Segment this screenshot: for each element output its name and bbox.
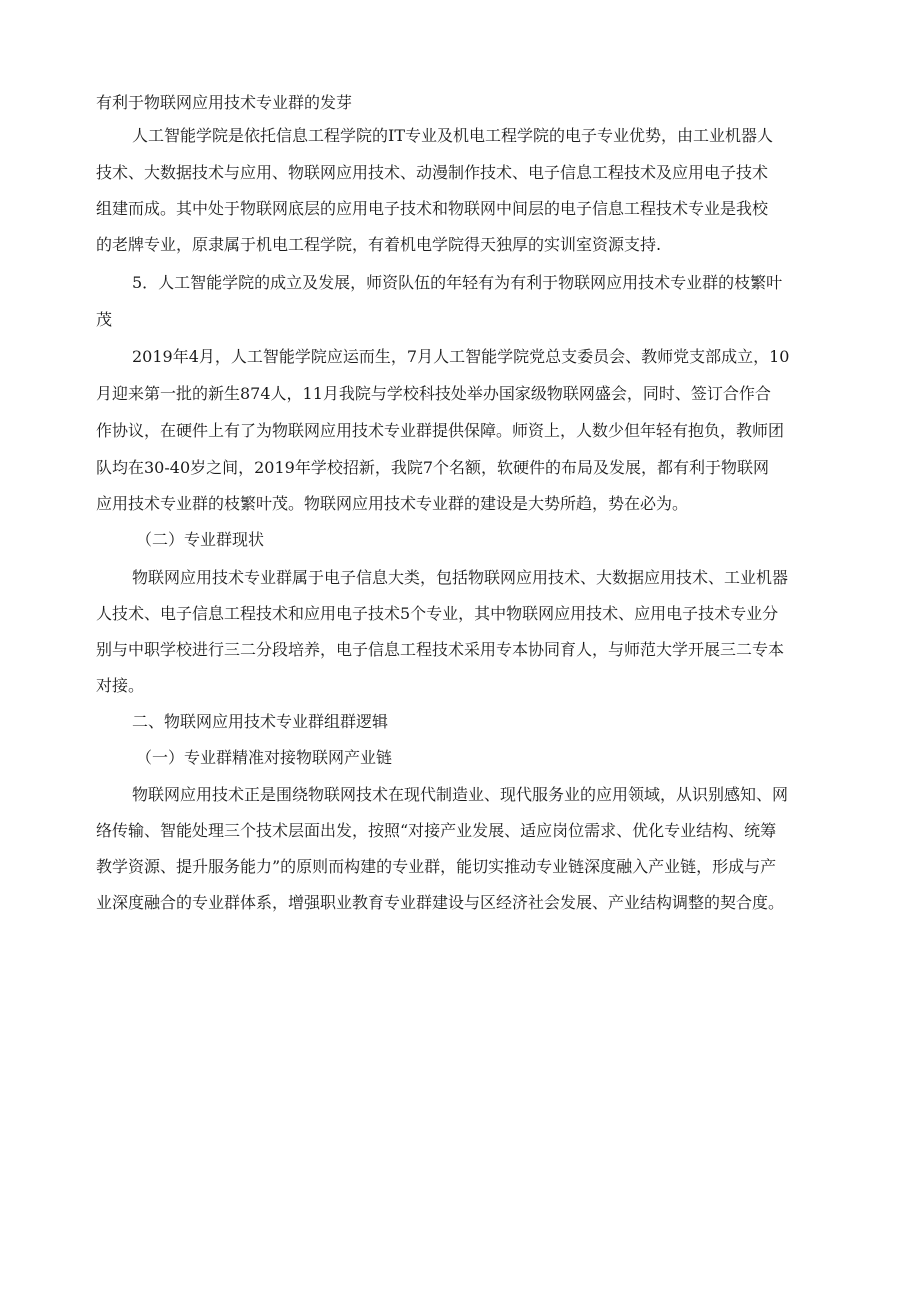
paragraph-line: 教学资源、提升服务能力”的原则而构建的专业群，能切实推动专业链深度融入产业链，形成与产 [96, 857, 777, 876]
paragraph-line: 人工智能学院是依托信息工程学院的IT专业及机电工程学院的电子专业优势，由工业机器人 [132, 126, 773, 145]
paragraph-line: 作协议，在硬件上有了为物联网应用技术专业群提供保障。师资上，人数少但年轻有抱负，教师团 [96, 421, 785, 440]
text-line-continuation: 有利于物联网应用技术专业群的发芽 [96, 93, 353, 112]
paragraph-line: 物联网应用技术正是围绕物联网技术在现代制造业、现代服务业的应用领域，从识别感知、网 [132, 785, 789, 804]
numbered-heading: 5．人工智能学院的成立及发展，师资队伍的年轻有为有利于物联网应用技术专业群的枝繁叶 [132, 273, 783, 292]
paragraph-line: 技术、大数据技术与应用、物联网应用技术、动漫制作技术、电子信息工程技术及应用电子技术 [96, 163, 769, 182]
paragraph-line: 组建而成。其中处于物联网底层的应用电子技术和物联网中间层的电子信息工程技术专业是我校 [96, 199, 769, 218]
paragraph-line: 物联网应用技术专业群属于电子信息大类，包括物联网应用技术、大数据应用技术、工业机器 [132, 568, 789, 587]
paragraph-line: 业深度融合的专业群体系，增强职业教育专业群建设与区经济社会发展、产业结构调整的契合度。 [96, 893, 785, 912]
paragraph-line: 队均在30-40岁之间，2019年学校招新，我院7个名额，软硬件的布局及发展，都有利于物联网 [96, 458, 770, 477]
paragraph-line: 的老牌专业，原隶属于机电工程学院，有着机电学院得天独厚的实训室资源支持. [96, 235, 662, 254]
paragraph-line: 对接。 [96, 676, 145, 695]
paragraph-line: 人技术、电子信息工程技术和应用电子技术5个专业，其中物联网应用技术、应用电子技术专业分 [96, 604, 779, 623]
paragraph-line: 月迎来第一批的新生874人，11月我院与学校科技处举办国家级物联网盛会，同时、签订合作合 [96, 384, 771, 403]
paragraph-line: 别与中职学校进行三二分段培养，电子信息工程技术采用专本协同育人，与师范大学开展三二专本 [96, 640, 785, 659]
paragraph-line: 络传输、智能处理三个技术层面出发，按照“对接产业发展、适应岗位需求、优化专业结构、统筹 [96, 821, 777, 840]
section-subheading: （一）专业群精准对接物联网产业链 [136, 748, 393, 767]
section-heading: 二、物联网应用技术专业群组群逻辑 [132, 712, 389, 731]
section-subheading: （二）专业群现状 [136, 530, 265, 549]
paragraph-line: 应用技术专业群的枝繁叶茂。物联网应用技术专业群的建设是大势所趋，势在必为。 [96, 494, 689, 513]
numbered-heading-continuation: 茂 [96, 310, 113, 329]
paragraph-line: 2019年4月，人工智能学院应运而生，7月人工智能学院党总支委员会、教师党支部成立，10 [132, 347, 790, 366]
